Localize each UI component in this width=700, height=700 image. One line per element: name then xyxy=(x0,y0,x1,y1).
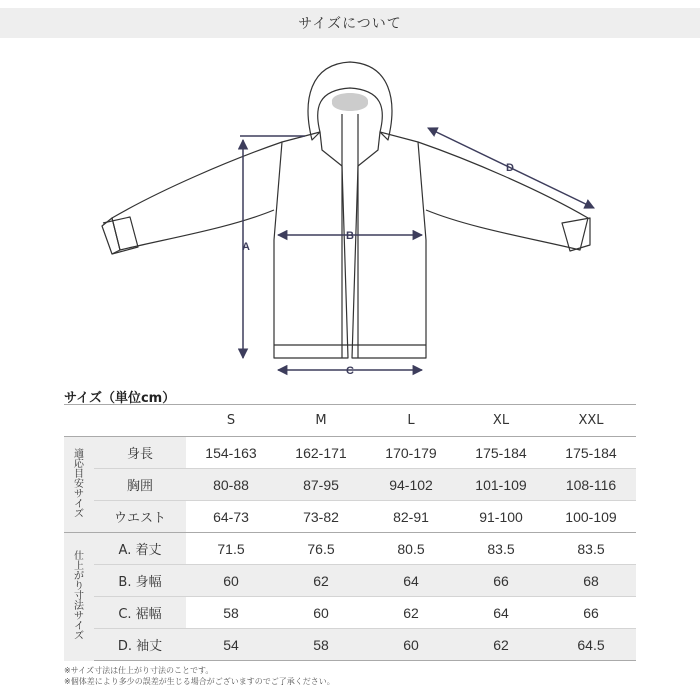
row-label: 胸囲 xyxy=(94,469,186,501)
table-cell: 154-163 xyxy=(186,437,276,469)
jacket-diagram xyxy=(0,40,700,385)
table-cell: 66 xyxy=(456,565,546,597)
row-label: ウエスト xyxy=(94,501,186,533)
table-row xyxy=(64,597,636,629)
table-cell: 62 xyxy=(366,597,456,629)
table-cell: 175-184 xyxy=(456,437,546,469)
table-cell: 170-179 xyxy=(366,437,456,469)
table-cell: 58 xyxy=(186,597,276,629)
table-cell: 80-88 xyxy=(186,469,276,501)
table-cell: 73-82 xyxy=(276,501,366,533)
size-header-row xyxy=(64,405,636,437)
table-row xyxy=(64,565,636,597)
table-cell: 91-100 xyxy=(456,501,546,533)
column-header: XXL xyxy=(546,405,636,437)
column-header: M xyxy=(276,405,366,437)
table-cell: 62 xyxy=(276,565,366,597)
table-row xyxy=(64,629,636,661)
table-cell: 58 xyxy=(276,629,366,661)
table-cell: 82-91 xyxy=(366,501,456,533)
table-cell: 80.5 xyxy=(366,533,456,565)
note-line: ※個体差により多少の誤差が生じる場合がございますのでご了承ください。 xyxy=(64,677,335,686)
measure-lines xyxy=(240,128,594,370)
header-blank xyxy=(94,405,186,437)
table-row xyxy=(64,533,636,565)
table-cell: 68 xyxy=(546,565,636,597)
row-label: D. 袖丈 xyxy=(94,629,186,661)
column-header: XL xyxy=(456,405,546,437)
table-row xyxy=(64,437,636,469)
table-cell: 71.5 xyxy=(186,533,276,565)
hood-opening xyxy=(332,93,368,111)
table-cell: 83.5 xyxy=(456,533,546,565)
row-label: C. 裾幅 xyxy=(94,597,186,629)
table-cell: 60 xyxy=(186,565,276,597)
page-title: サイズについて xyxy=(298,16,402,32)
table-cell: 54 xyxy=(186,629,276,661)
row-label: B. 身幅 xyxy=(94,565,186,597)
table-cell: 100-109 xyxy=(546,501,636,533)
table-row xyxy=(64,469,636,501)
jacket-outline xyxy=(102,62,590,358)
size-table xyxy=(64,404,636,661)
table-cell: 60 xyxy=(276,597,366,629)
label-a: A xyxy=(242,241,250,253)
table-cell: 175-184 xyxy=(546,437,636,469)
table-cell: 64 xyxy=(366,565,456,597)
table-cell: 87-95 xyxy=(276,469,366,501)
table-cell: 64 xyxy=(456,597,546,629)
header-blank xyxy=(64,405,94,437)
table-cell: 162-171 xyxy=(276,437,366,469)
table-cell: 66 xyxy=(546,597,636,629)
header-bar xyxy=(0,8,700,38)
table-cell: 108-116 xyxy=(546,469,636,501)
table-cell: 62 xyxy=(456,629,546,661)
table-cell: 94-102 xyxy=(366,469,456,501)
row-label: 身長 xyxy=(94,437,186,469)
table-cell: 60 xyxy=(366,629,456,661)
label-b: B xyxy=(346,230,354,242)
table-cell: 64-73 xyxy=(186,501,276,533)
table-cell: 76.5 xyxy=(276,533,366,565)
label-d: D xyxy=(506,162,514,174)
group-label: 仕上がり寸法サイズ xyxy=(64,533,94,661)
group-label: 適応目安サイズ xyxy=(64,437,94,533)
table-cell: 101-109 xyxy=(456,469,546,501)
table-cell: 83.5 xyxy=(546,533,636,565)
notes xyxy=(64,665,335,687)
size-table-title: サイズ（単位cm） xyxy=(64,391,176,406)
row-label: A. 着丈 xyxy=(94,533,186,565)
note-line: ※サイズ寸法は仕上がり寸法のことです。 xyxy=(64,666,214,675)
column-header: L xyxy=(366,405,456,437)
table-cell: 64.5 xyxy=(546,629,636,661)
table-row xyxy=(64,501,636,533)
label-c: C xyxy=(346,365,354,377)
column-header: S xyxy=(186,405,276,437)
